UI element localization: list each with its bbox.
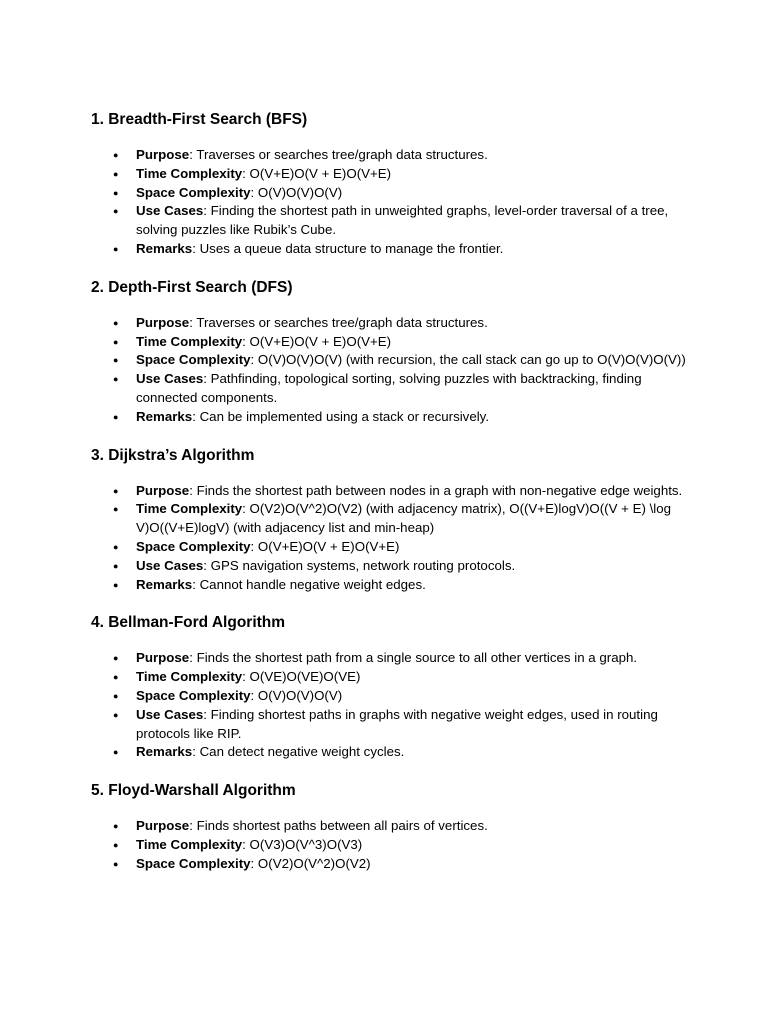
list-item (91, 687, 688, 706)
item-term: Space Complexity (136, 352, 251, 368)
item-text: : O(V+E)O(V + E)O(V+E) (242, 165, 392, 181)
item-text: : Pathfinding, topological sorting, solving puzzles with backtracking, finding connected components. (136, 371, 642, 405)
section-title: 4. Bellman-Ford Algorithm (91, 614, 286, 632)
bullet-list (91, 482, 688, 595)
item-term: Time Complexity (136, 836, 243, 852)
item-term: Purpose (136, 147, 190, 162)
item-term: Space Complexity (136, 538, 251, 554)
item-term: Use Cases (136, 706, 204, 722)
item-term: Time Complexity (136, 333, 243, 349)
list-item (91, 855, 688, 874)
list-item (91, 333, 688, 352)
item-term: Space Complexity (136, 184, 251, 200)
item-term: Remarks (136, 744, 193, 760)
item-text: : Traverses or searches tree/graph data structures. (189, 147, 488, 162)
list-item (91, 165, 688, 184)
list-item (91, 240, 688, 259)
item-text: : O(V2)O(V^2)O(V2) (with adjacency matrix), O((V+E)logV)O((V + E) \log V)O((V+E)logV) (with adjacency list and min-heap) (136, 501, 672, 536)
item-text: : Finding the shortest path in unweighted graphs, level-order traversal of a tree, solving puzzles like Rubik’s Cube. (136, 203, 669, 238)
list-item (91, 706, 688, 744)
section-title: 5. Floyd-Warshall Algorithm (91, 782, 296, 800)
item-text: : Finds the shortest path between nodes in a graph with non-negative edge weights. (189, 482, 683, 498)
item-term: Purpose (136, 482, 190, 498)
list-item (91, 557, 688, 576)
list-item (91, 370, 688, 408)
section-dfs (91, 278, 688, 427)
item-text: : O(V+E)O(V + E)O(V+E) (250, 538, 400, 554)
list-item (91, 649, 688, 668)
item-text: : Finds the shortest path from a single source to all other vertices in a graph. (189, 650, 638, 666)
item-text: : Finds shortest paths between all pairs of vertices. (189, 818, 488, 834)
section-floyd-warshall (91, 781, 688, 873)
item-text: : O(V)O(V)O(V) (with recursion, the call stack can go up to O(V)O(V)O(V)) (250, 352, 686, 368)
list-item (91, 314, 688, 333)
item-term: Space Complexity (136, 687, 251, 703)
item-text: : O(VE)O(VE)O(VE) (242, 669, 361, 685)
list-item (91, 817, 688, 836)
item-term: Remarks (136, 576, 193, 592)
item-term: Remarks (136, 408, 193, 424)
list-item (91, 202, 688, 240)
item-term: Purpose (136, 650, 190, 666)
item-term: Time Complexity (136, 501, 243, 517)
list-item (91, 743, 688, 762)
item-text: : O(V)O(V)O(V) (250, 184, 343, 200)
item-text: : Uses a queue data structure to manage the frontier. (192, 240, 504, 256)
item-term: Purpose (136, 314, 190, 330)
section-dijkstra (91, 446, 688, 595)
item-text: : Can detect negative weight cycles. (192, 744, 405, 760)
section-bellman-ford (91, 613, 688, 762)
item-text: : Finding shortest paths in graphs with negative weight edges, used in routing protocols like RIP. (136, 706, 658, 741)
list-item (91, 146, 688, 165)
list-item (91, 408, 688, 427)
list-item (91, 576, 688, 595)
item-text: : O(V)O(V)O(V) (250, 687, 343, 703)
item-text: : Traverses or searches tree/graph data structures. (189, 314, 488, 330)
section-title: 3. Dijkstra’s Algorithm (91, 446, 255, 464)
section-bfs (91, 110, 688, 259)
list-item (91, 351, 688, 370)
item-text: : O(V+E)O(V + E)O(V+E) (242, 333, 392, 349)
bullet-list (91, 817, 688, 873)
bullet-list (91, 314, 688, 427)
list-item (91, 538, 688, 557)
list-item (91, 482, 688, 501)
section-title: 2. Depth-First Search (DFS) (91, 278, 293, 296)
section-title: 1. Breadth-First Search (BFS) (91, 111, 308, 128)
list-item (91, 500, 688, 538)
item-term: Use Cases (136, 557, 204, 573)
item-term: Use Cases (136, 371, 204, 387)
item-text: : Can be implemented using a stack or recursively. (192, 408, 490, 424)
list-item (91, 184, 688, 203)
item-text: : O(V3)O(V^3)O(V3) (242, 836, 363, 852)
item-term: Time Complexity (136, 669, 243, 685)
list-item (91, 836, 688, 855)
item-term: Space Complexity (136, 855, 251, 871)
bullet-list (91, 146, 688, 259)
item-term: Time Complexity (136, 165, 243, 181)
item-text: : GPS navigation systems, network routing protocols. (203, 557, 516, 573)
item-term: Remarks (136, 240, 193, 256)
bullet-list (91, 649, 688, 762)
item-term: Use Cases (136, 203, 204, 219)
item-text: : Cannot handle negative weight edges. (192, 576, 426, 592)
list-item (91, 668, 688, 687)
item-term: Purpose (136, 818, 190, 834)
item-text: : O(V2)O(V^2)O(V2) (250, 855, 371, 871)
